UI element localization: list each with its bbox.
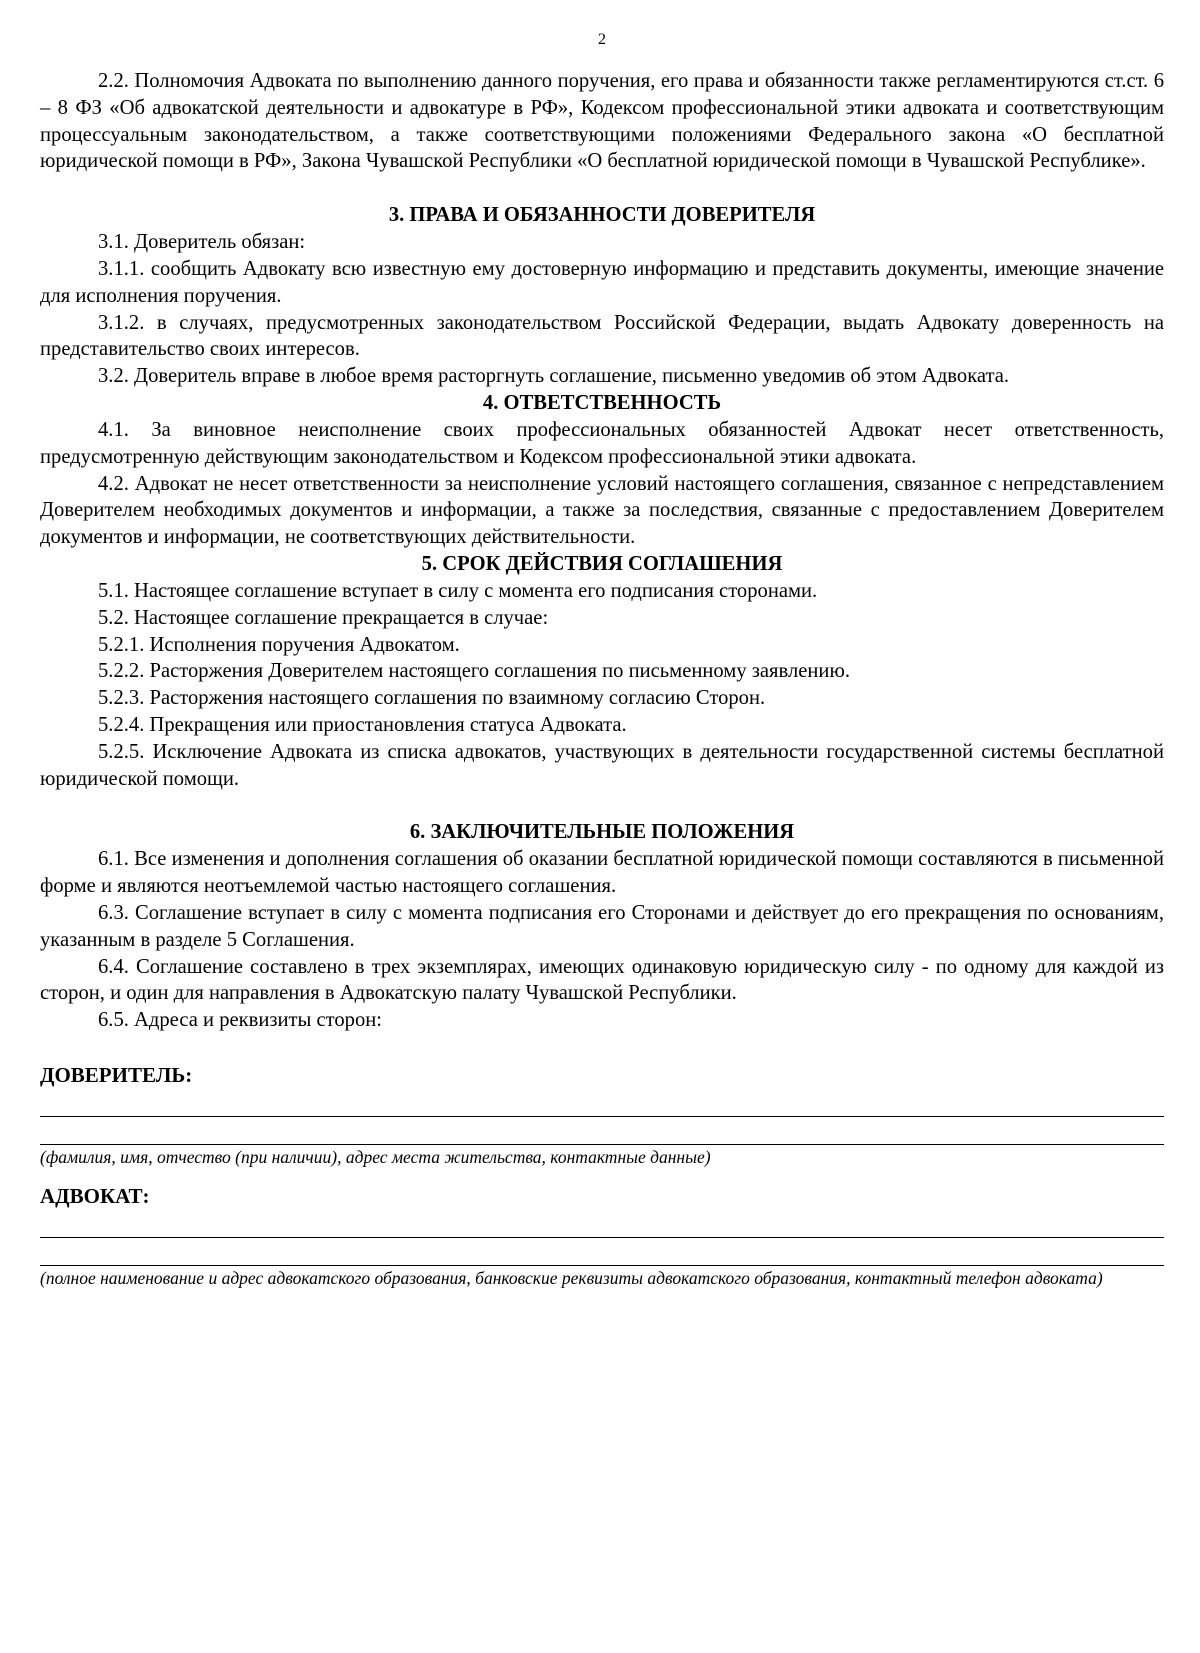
clause-5-2-4: 5.2.4. Прекращения или приостановления статуса Адвоката. (98, 713, 627, 736)
spacer (40, 1168, 1164, 1182)
clause-3-1-2: 3.1.2. в случаях, предусмотренных законодательством Российской Федерации, выдать Адвокату доверенность на представительство своих интересов. (40, 311, 1164, 361)
clause-3-1: 3.1. Доверитель обязан: (98, 231, 306, 254)
clause-6-5: 6.5. Адреса и реквизиты сторон: (98, 1009, 383, 1032)
spacer (40, 175, 1164, 202)
clause-6-1: 6.1. Все изменения и дополнения соглашения об оказании бесплатной юридической помощи составляются в письменной форме и являются неотъемлемой частью настоящего соглашения. (40, 848, 1164, 898)
clause-3-2: 3.2. Доверитель вправе в любое время расторгнуть соглашение, письменно уведомив об этом Адвоката. (98, 365, 1010, 388)
principal-heading: ДОВЕРИТЕЛЬ: (40, 1062, 193, 1087)
spacer (40, 1034, 1164, 1061)
lawyer-caption: (полное наименование и адрес адвокатского образования, банковские реквизиты адвокатского образования, контактный телефон адвоката) (40, 1267, 1103, 1288)
section-5-heading: 5. СРОК ДЕЙСТВИЯ СОГЛАШЕНИЯ (421, 552, 783, 575)
clause-4-2: 4.2. Адвокат не несет ответственности за неисполнение условий настоящего соглашения, связанное с непредставлением Доверителем необходимых документов и информации, а также за последствия, связанные с предоставлением Доверителем документов и информации, не соответствующих действительности. (40, 472, 1164, 549)
lawyer-heading: АДВОКАТ: (40, 1183, 150, 1208)
section-6-heading: 6. ЗАКЛЮЧИТЕЛЬНЫЕ ПОЛОЖЕНИЯ (409, 821, 795, 844)
spacer (40, 792, 1164, 819)
principal-blank-line-2[interactable] (40, 1117, 1164, 1145)
section-3-heading: 3. ПРАВА И ОБЯЗАННОСТИ ДОВЕРИТЕЛЯ (388, 204, 816, 227)
clause-6-3: 6.3. Соглашение вступает в силу с момента подписания его Сторонами и действует до его прекращения по основаниям, указанным в разделе 5 Соглашения. (40, 901, 1164, 951)
clause-5-2-3: 5.2.3. Расторжения настоящего соглашения по взаимному согласию Сторон. (98, 687, 766, 710)
clause-4-1: 4.1. За виновное неисполнение своих профессиональных обязанностей Адвокат несет ответственность, предусмотренную действующим законодательством и Кодексом профессиональной этики адвоката. (40, 418, 1164, 468)
clause-5-2-5: 5.2.5. Исключение Адвоката из списка адвокатов, участвующих в деятельности государственной системы бесплатной юридической помощи. (40, 740, 1164, 790)
principal-caption: (фамилия, имя, отчество (при наличии), адрес места жительства, контактные данные) (40, 1146, 711, 1167)
clause-5-2-1: 5.2.1. Исполнения поручения Адвокатом. (98, 633, 460, 656)
principal-blank-line-1[interactable] (40, 1089, 1164, 1117)
page-number: 2 (598, 31, 606, 48)
section-4-heading: 4. ОТВЕТСТВЕННОСТЬ (482, 391, 722, 414)
clause-3-1-1: 3.1.1. сообщить Адвокату всю известную ему достоверную информацию и представить документы, имеющие значение для исполнения поручения. (40, 257, 1164, 307)
clause-5-1: 5.1. Настоящее соглашение вступает в силу с момента его подписания сторонами. (98, 579, 818, 602)
lawyer-blank-line-2[interactable] (40, 1238, 1164, 1266)
clause-2-2: 2.2. Полномочия Адвоката по выполнению данного поручения, его права и обязанности также регламентируются ст.ст. 6 – 8 ФЗ «Об адвокатской деятельности и адвокатуре в РФ», Кодексом профессиональной этики адвоката и соответствующим процессуальным законодательством, а также соответствующими положениями Федерального закона «О бесплатной юридической помощи в РФ», Закона Чувашской Республики «О бесплатной юридической помощи в Чувашской Республике». (40, 70, 1164, 173)
document-page (40, 30, 1164, 1289)
clause-5-2-2: 5.2.2. Расторжения Доверителем настоящего соглашения по письменному заявлению. (98, 660, 850, 683)
clause-6-4: 6.4. Соглашение составлено в трех экземплярах, имеющих одинаковую юридическую силу - по одному для каждой из сторон, и один для направления в Адвокатскую палату Чувашской Республики. (40, 955, 1164, 1005)
clause-5-2: 5.2. Настоящее соглашение прекращается в случае: (98, 606, 549, 629)
lawyer-blank-line-1[interactable] (40, 1210, 1164, 1238)
